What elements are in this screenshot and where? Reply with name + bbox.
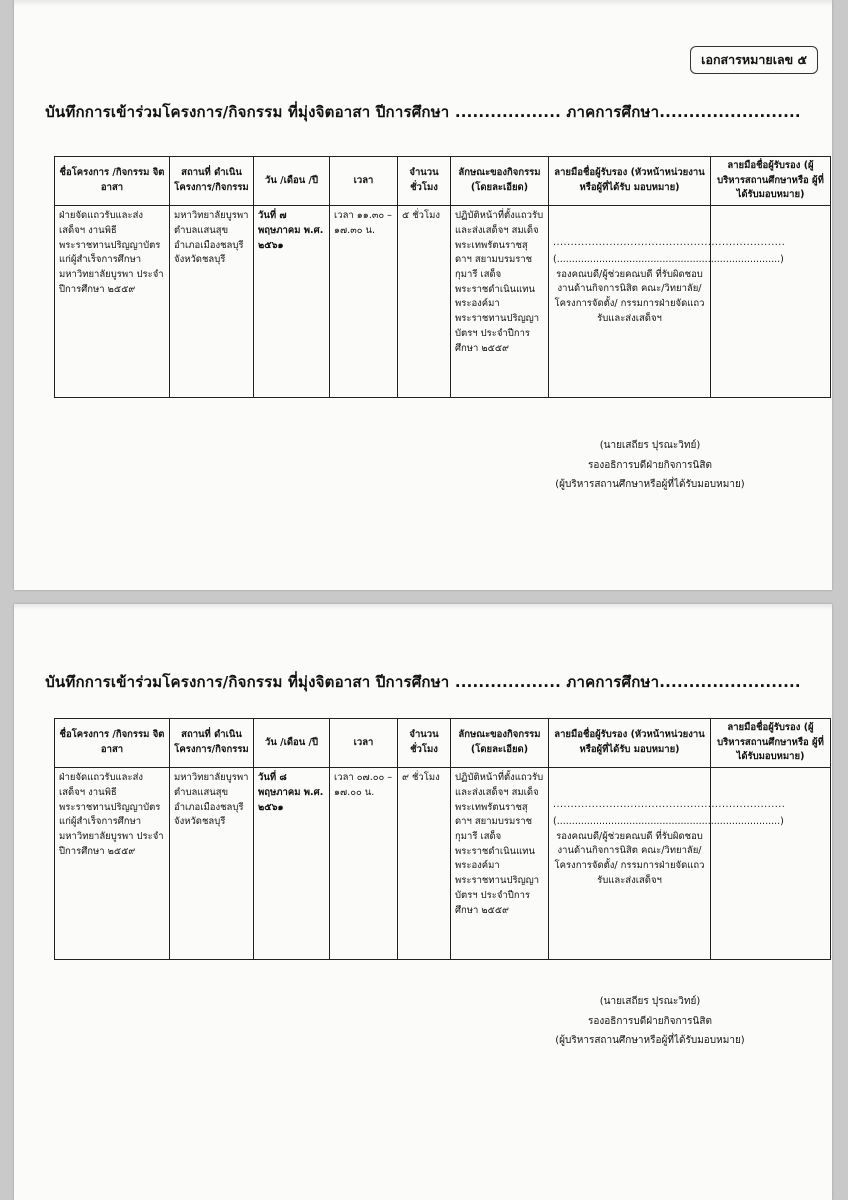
certifier-title: รองคณบดี/ผู้ช่วยคณบดี ที่รับผิดชอบงานด้านกิจการนิสิต คณะ/วิทยาลัย/โครงการจัดตั้ง/ กรรมการฝ่ายจัดแถวรับและส่งเสด็จฯ <box>554 830 705 886</box>
scan-edge <box>14 0 832 6</box>
record-sheet-1 <box>14 0 832 590</box>
date-cell: วันที่ ๘ พฤษภาคม พ.ศ. ๒๕๖๑ <box>254 768 330 960</box>
project-cell: ฝ่ายจัดแถวรับและส่งเสด็จฯ งานพิธีพระราชทานปริญญาบัตรแก่ผู้สำเร็จการศึกษา มหาวิทยาลัยบูรพา ประจำปีการศึกษา ๒๕๕๙ <box>55 206 170 398</box>
page-title: บันทึกการเข้าร่วมโครงการ/กิจกรรม ที่มุ่งจิตอาสา ปีการศึกษา .................. ภาคการศึกษา........................ <box>45 103 801 121</box>
col-header-hours: จำนวน ชั่วโมง <box>398 157 451 206</box>
col-header-certifier: ลายมือชื่อผู้รับรอง (หัวหน้าหน่วยงานหรือผู้ที่ได้รับ มอบหมาย) <box>549 719 711 768</box>
project-cell: ฝ่ายจัดแถวรับและส่งเสด็จฯ งานพิธีพระราชทานปริญญาบัตรแก่ผู้สำเร็จการศึกษา มหาวิทยาลัยบูรพา ประจำปีการศึกษา ๒๕๕๙ <box>55 768 170 960</box>
signatory-position: รองอธิการบดีฝ่ายกิจการนิสิต <box>588 459 712 471</box>
certifier-cell <box>549 206 786 398</box>
signature-line: .................................................................. <box>553 799 786 811</box>
certifier-title: รองคณบดี/ผู้ช่วยคณบดี ที่รับผิดชอบงานด้านกิจการนิสิต คณะ/วิทยาลัย/โครงการจัดตั้ง/ กรรมการฝ่ายจัดแถวรับและส่งเสด็จฯ <box>554 268 705 324</box>
signature-line: .................................................................. <box>553 237 786 249</box>
col-header-date: วัน /เดือน /ปี <box>254 719 330 768</box>
signature-block <box>510 436 790 495</box>
signatory-position: รองอธิการบดีฝ่ายกิจการนิสิต <box>588 1015 712 1027</box>
description-cell: ปฏิบัติหน้าที่ตั้งแถวรับและส่งเสด็จฯ สมเด็จพระเทพรัตนราชสุดาฯ สยามบรมราชกุมารี เสด็จพระราชดำเนินแทนพระองค์มาพระราชทานปริญญาบัตรฯ ประจำปีการศึกษา ๒๕๕๙ <box>451 206 549 398</box>
page-title: บันทึกการเข้าร่วมโครงการ/กิจกรรม ที่มุ่งจิตอาสา ปีการศึกษา .................. ภาคการศึกษา........................ <box>45 673 801 691</box>
col-header-date: วัน /เดือน /ปี <box>254 157 330 206</box>
col-header-time: เวลา <box>330 719 398 768</box>
table-header-row <box>55 157 831 206</box>
col-header-admin: ลายมือชื่อผู้รับรอง (ผู้บริหารสถานศึกษาหรือ ผู้ที่ได้รับมอบหมาย) <box>711 719 831 768</box>
admin-signature-cell <box>711 768 831 960</box>
document-number-badge: เอกสารหมายเลข ๕ <box>690 46 818 74</box>
record-table <box>54 156 831 398</box>
signatory-role: (ผู้บริหารสถานศึกษาหรือผู้ที่ได้รับมอบหมาย) <box>555 479 745 490</box>
record-sheet-2 <box>14 604 832 1200</box>
time-cell: เวลา ๑๑.๓๐ – ๑๗.๓๐ น. <box>330 206 398 398</box>
col-header-description: ลักษณะของกิจกรรม (โดยละเอียด) <box>451 719 549 768</box>
admin-signature-cell <box>711 206 831 398</box>
description-cell: ปฏิบัติหน้าที่ตั้งแถวรับและส่งเสด็จฯ สมเด็จพระเทพรัตนราชสุดาฯ สยามบรมราชกุมารี เสด็จพระราชดำเนินแทนพระองค์มาพระราชทานปริญญาบัตรฯ ประจำปีการศึกษา ๒๕๕๙ <box>451 768 549 960</box>
date-cell: วันที่ ๗ พฤษภาคม พ.ศ. ๒๕๖๑ <box>254 206 330 398</box>
col-header-project: ชื่อโครงการ /กิจกรรม จิตอาสา <box>55 157 170 206</box>
signature-block <box>510 992 790 1051</box>
certifier-cell <box>549 768 786 960</box>
place-cell: มหาวิทยาลัยบูรพา ตำบลแสนสุข อำเภอเมืองชลบุรี จังหวัดชลบุรี <box>170 206 254 398</box>
col-header-admin: ลายมือชื่อผู้รับรอง (ผู้บริหารสถานศึกษาหรือ ผู้ที่ได้รับมอบหมาย) <box>711 157 831 206</box>
table-row <box>55 206 831 398</box>
time-cell: เวลา ๐๗.๐๐ – ๑๗.๐๐ น. <box>330 768 398 960</box>
table-row <box>55 768 831 960</box>
record-table <box>54 718 831 960</box>
signature-name-line: (..........................................................................) <box>553 253 784 265</box>
col-header-certifier: ลายมือชื่อผู้รับรอง (หัวหน้าหน่วยงานหรือผู้ที่ได้รับ มอบหมาย) <box>549 157 711 206</box>
col-header-time: เวลา <box>330 157 398 206</box>
col-header-project: ชื่อโครงการ /กิจกรรม จิตอาสา <box>55 719 170 768</box>
hours-cell: ๙ ชั่วโมง <box>398 768 451 960</box>
col-header-description: ลักษณะของกิจกรรม (โดยละเอียด) <box>451 157 549 206</box>
place-cell: มหาวิทยาลัยบูรพา ตำบลแสนสุข อำเภอเมืองชลบุรี จังหวัดชลบุรี <box>170 768 254 960</box>
hours-cell: ๕ ชั่วโมง <box>398 206 451 398</box>
col-header-place: สถานที่ ดำเนิน โครงการ/กิจกรรม <box>170 157 254 206</box>
signatory-name: (นายเสถียร ปุรณะวิทย์) <box>599 440 701 451</box>
signatory-name: (นายเสถียร ปุรณะวิทย์) <box>599 996 701 1007</box>
signature-name-line: (..........................................................................) <box>553 815 784 827</box>
scan-edge <box>14 604 832 610</box>
table-header-row <box>55 719 831 768</box>
signatory-role: (ผู้บริหารสถานศึกษาหรือผู้ที่ได้รับมอบหมาย) <box>555 1035 745 1046</box>
col-header-hours: จำนวน ชั่วโมง <box>398 719 451 768</box>
col-header-place: สถานที่ ดำเนิน โครงการ/กิจกรรม <box>170 719 254 768</box>
